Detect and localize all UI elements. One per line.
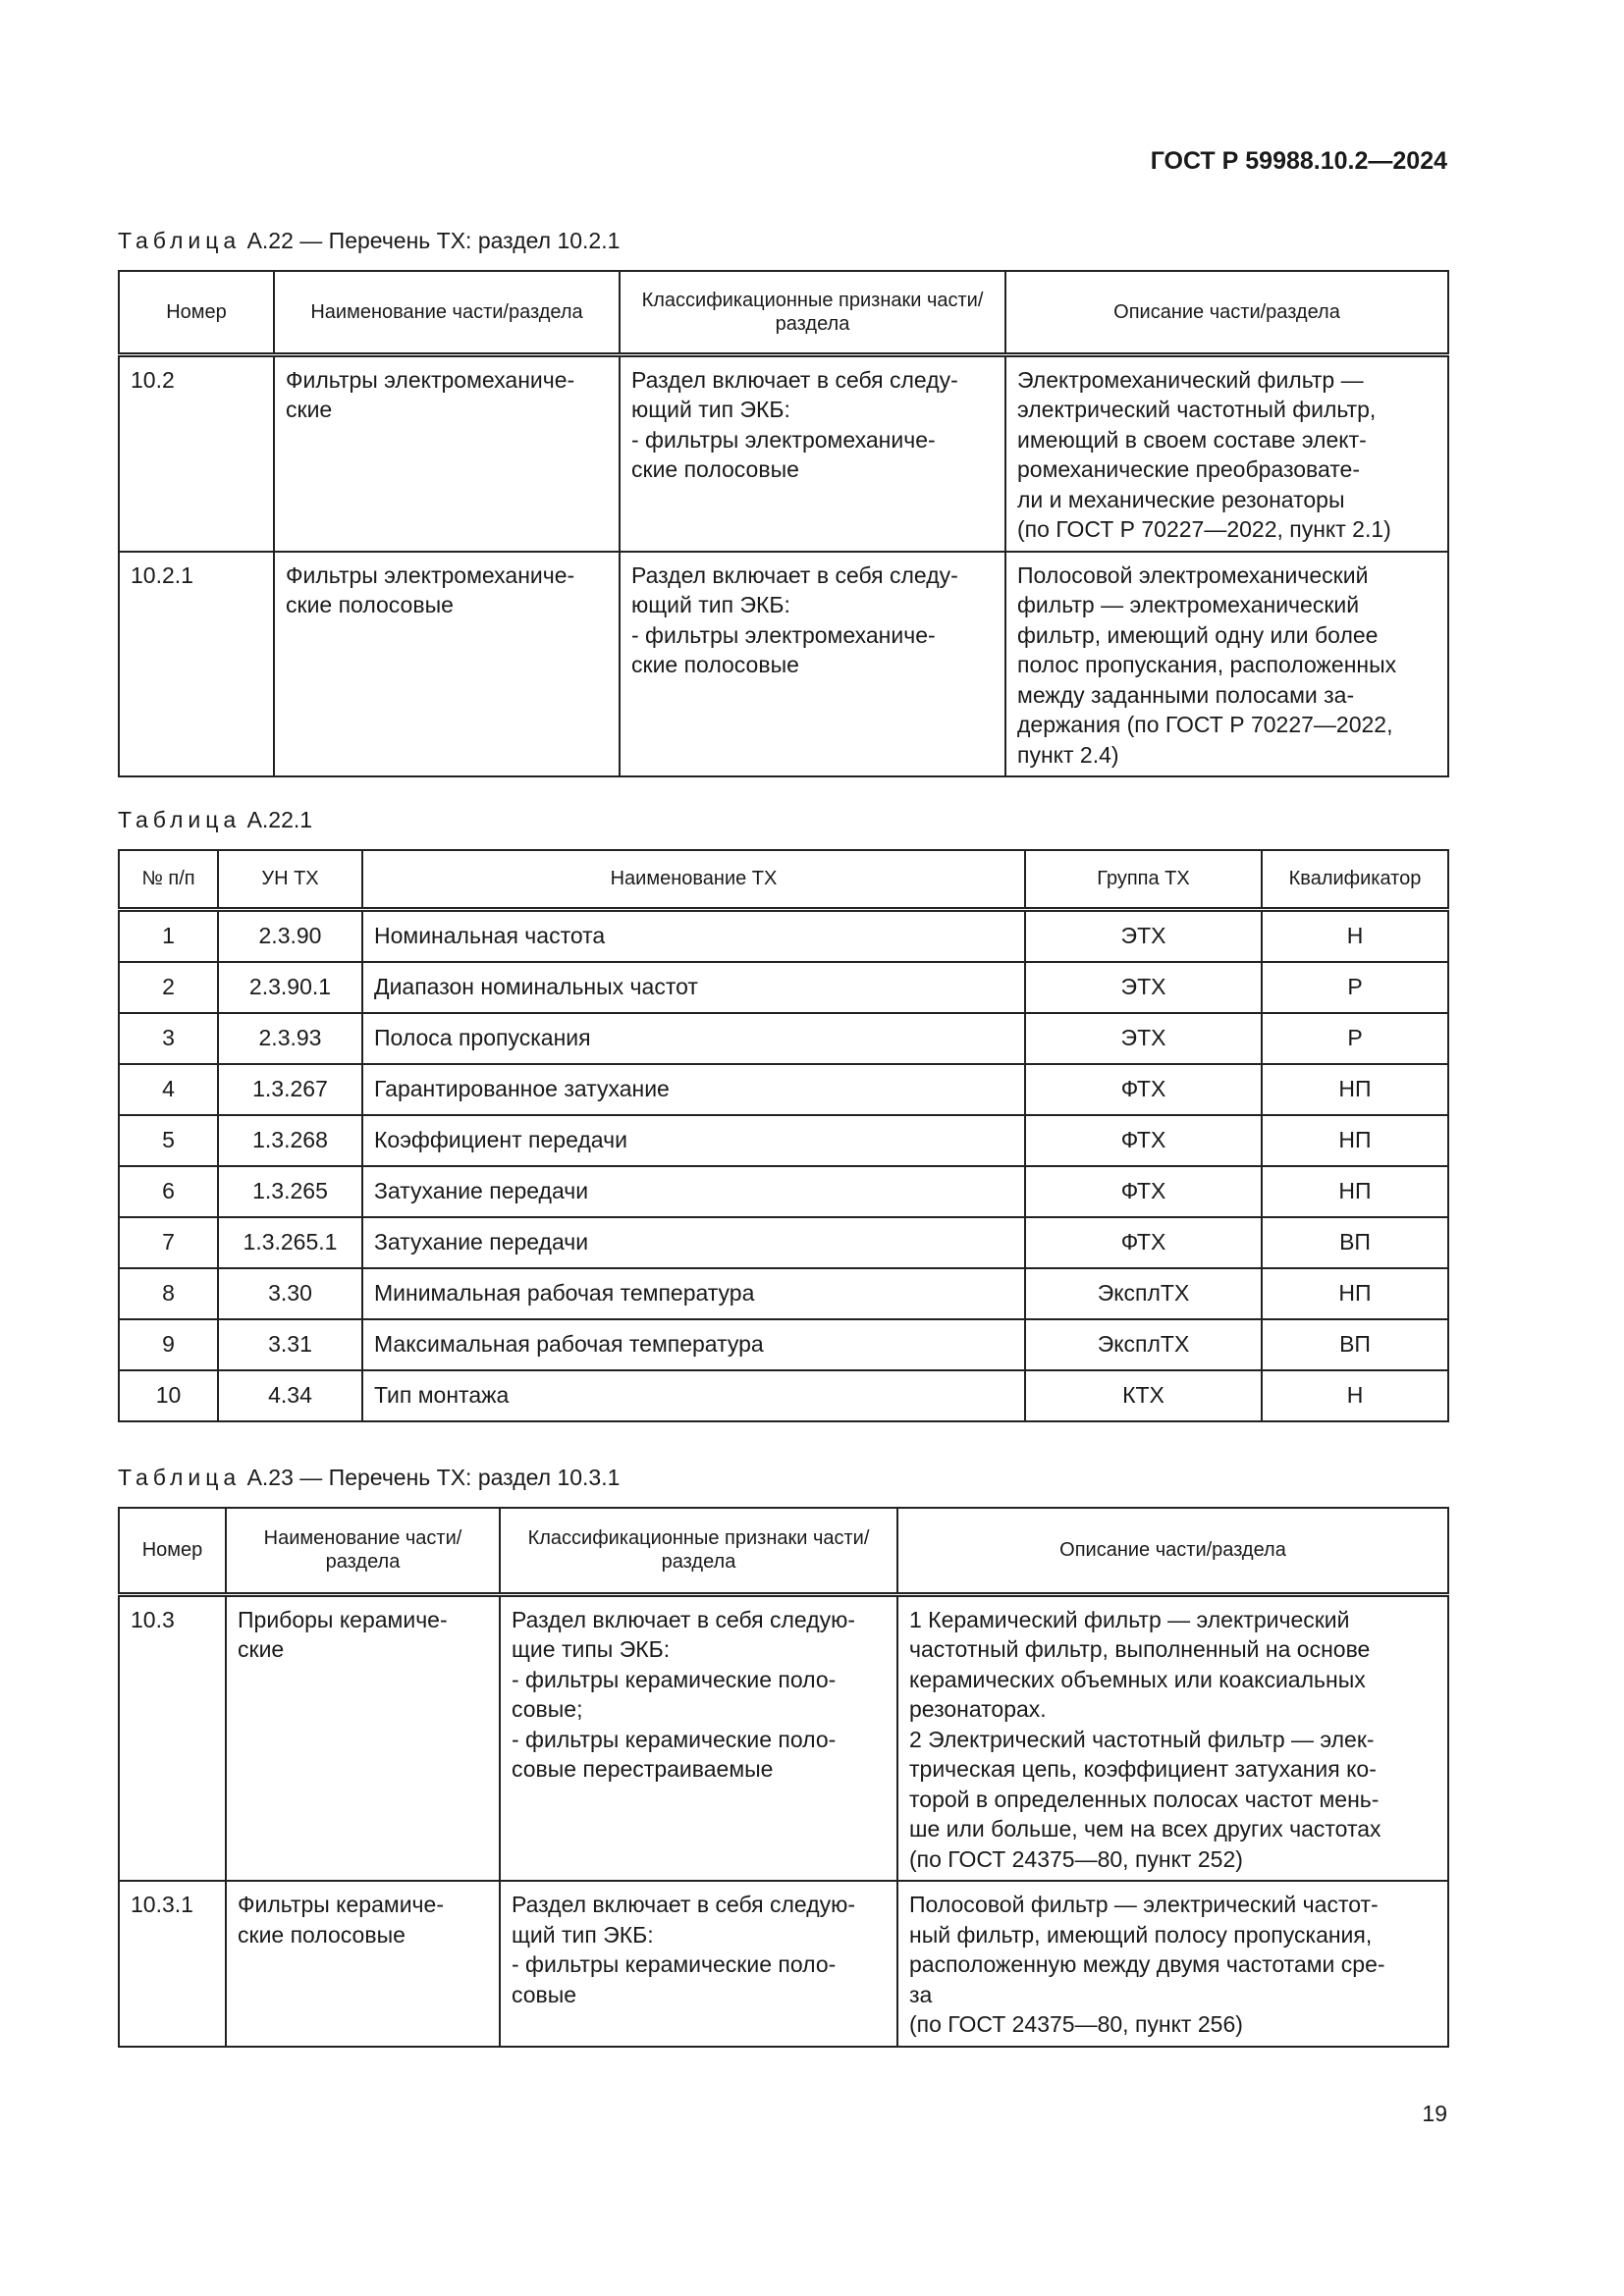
- cell-group: КТХ: [1025, 1370, 1262, 1421]
- cell-group: ФТХ: [1025, 1064, 1262, 1115]
- table-row: [119, 1319, 1448, 1370]
- table-row: [119, 1370, 1448, 1421]
- cell-desc: Электромеханический фильтр — электрический частотный фильтр, имеющий в своем составе элект- ромеханические преобразовате- ли и механические резонаторы (по ГОСТ Р 70227—2022, пункт 2.1): [1005, 354, 1448, 552]
- col-header-class: Классификационные признаки части/раздела: [620, 271, 1005, 354]
- cell-name: Фильтры электромеханиче- ские полосовые: [274, 552, 620, 777]
- col-header-index: № п/п: [119, 850, 218, 909]
- cell-index: 4: [119, 1064, 218, 1115]
- cell-group: ФТХ: [1025, 1115, 1262, 1166]
- cell-name: Фильтры электромеханиче- ские: [274, 354, 620, 552]
- col-header-number: Номер: [119, 271, 274, 354]
- cell-code: 3.30: [218, 1268, 362, 1319]
- cell-index: 10: [119, 1370, 218, 1421]
- cell-code: 1.3.267: [218, 1064, 362, 1115]
- table-row: [119, 1013, 1448, 1064]
- cell-index: 9: [119, 1319, 218, 1370]
- caption-text: А.22.1: [246, 807, 313, 832]
- cell-qualifier: Н: [1262, 909, 1448, 962]
- table-a23: [118, 1507, 1449, 2048]
- cell-class: Раздел включает в себя следую- щий тип ЭКБ: - фильтры керамические поло- совые: [500, 1881, 897, 2047]
- cell-qualifier: НП: [1262, 1166, 1448, 1217]
- cell-name: Затухание передачи: [362, 1166, 1025, 1217]
- cell-number: 10.2.1: [119, 552, 274, 777]
- col-header-name: Наименование части/раздела: [274, 271, 620, 354]
- cell-index: 8: [119, 1268, 218, 1319]
- col-header-name: Наименование части/ раздела: [226, 1508, 500, 1594]
- cell-index: 7: [119, 1217, 218, 1268]
- cell-name: Затухание передачи: [362, 1217, 1025, 1268]
- cell-qualifier: Р: [1262, 962, 1448, 1013]
- table-row: [119, 1881, 1448, 2047]
- page-number: 19: [1422, 2101, 1447, 2126]
- cell-group: ЭксплТХ: [1025, 1268, 1262, 1319]
- cell-index: 6: [119, 1166, 218, 1217]
- col-header-desc: Описание части/раздела: [1005, 271, 1448, 354]
- col-header-class: Классификационные признаки части/раздела: [500, 1508, 897, 1594]
- caption-text: А.23 — Перечень ТХ: раздел 10.3.1: [246, 1465, 621, 1490]
- table-row: [119, 909, 1448, 962]
- cell-desc: 1 Керамический фильтр — электрический частотный фильтр, выполненный на основе керамических объемных или коаксиальных резонаторах. 2 Электрический частотный фильтр — элек- трическая цепь, коэффициент затухания ко- торой в определенных полосах частот мень- ше или больше, чем на всех других частотах (по ГОСТ 24375—80, пункт 252): [897, 1594, 1448, 1881]
- table-row: [119, 1115, 1448, 1166]
- cell-name: Гарантированное затухание: [362, 1064, 1025, 1115]
- caption-label: Таблица: [118, 228, 242, 253]
- cell-name: Приборы керамиче- ские: [226, 1594, 500, 1881]
- cell-name: Тип монтажа: [362, 1370, 1025, 1421]
- cell-group: ЭТХ: [1025, 962, 1262, 1013]
- cell-qualifier: НП: [1262, 1115, 1448, 1166]
- cell-index: 3: [119, 1013, 218, 1064]
- cell-index: 5: [119, 1115, 218, 1166]
- table-row: [119, 1217, 1448, 1268]
- cell-name: Минимальная рабочая температура: [362, 1268, 1025, 1319]
- cell-group: ЭТХ: [1025, 909, 1262, 962]
- cell-code: 1.3.268: [218, 1115, 362, 1166]
- col-header-desc: Описание части/раздела: [897, 1508, 1448, 1594]
- cell-code: 1.3.265: [218, 1166, 362, 1217]
- cell-class: Раздел включает в себя следую- щие типы ЭКБ: - фильтры керамические поло- совые; - фильтры керамические поло- совые перестраиваемые: [500, 1594, 897, 1881]
- cell-code: 4.34: [218, 1370, 362, 1421]
- table-row: [119, 1268, 1448, 1319]
- cell-number: 10.3.1: [119, 1881, 226, 2047]
- cell-class: Раздел включает в себя следу- ющий тип ЭКБ: - фильтры электромеханиче- ские полосовые: [620, 552, 1005, 777]
- cell-code: 3.31: [218, 1319, 362, 1370]
- table-row: [119, 354, 1448, 552]
- cell-desc: Полосовой электромеханический фильтр — электромеханический фильтр, имеющий одну или более полос пропускания, расположенных между заданными полосами за- держания (по ГОСТ Р 70227—2022, пункт 2.4): [1005, 552, 1448, 777]
- cell-qualifier: НП: [1262, 1064, 1448, 1115]
- cell-code: 1.3.265.1: [218, 1217, 362, 1268]
- cell-name: Коэффициент передачи: [362, 1115, 1025, 1166]
- table-row: [119, 1594, 1448, 1881]
- table-a22-1-caption: [118, 807, 312, 833]
- col-header-qualifier: Квалификатор: [1262, 850, 1448, 909]
- cell-number: 10.3: [119, 1594, 226, 1881]
- cell-desc: Полосовой фильтр — электрический частот- ный фильтр, имеющий полосу пропускания, расположенную между двумя частотами сре- за (по ГОСТ 24375—80, пункт 256): [897, 1881, 1448, 2047]
- table-row: [119, 962, 1448, 1013]
- cell-name: Диапазон номинальных частот: [362, 962, 1025, 1013]
- cell-name: Полоса пропускания: [362, 1013, 1025, 1064]
- col-header-group: Группа ТХ: [1025, 850, 1262, 909]
- table-a23-caption: [118, 1465, 620, 1491]
- cell-name: Номинальная частота: [362, 909, 1025, 962]
- cell-group: ЭксплТХ: [1025, 1319, 1262, 1370]
- cell-name: Максимальная рабочая температура: [362, 1319, 1025, 1370]
- table-row: [119, 552, 1448, 777]
- cell-code: 2.3.90.1: [218, 962, 362, 1013]
- cell-group: ФТХ: [1025, 1166, 1262, 1217]
- table-a22-caption: [118, 228, 620, 254]
- cell-number: 10.2: [119, 354, 274, 552]
- cell-qualifier: НП: [1262, 1268, 1448, 1319]
- document-id: ГОСТ Р 59988.10.2—2024: [1150, 147, 1447, 175]
- cell-qualifier: ВП: [1262, 1217, 1448, 1268]
- table-row: [119, 1166, 1448, 1217]
- col-header-name: Наименование ТХ: [362, 850, 1025, 909]
- table-a22-1: [118, 849, 1449, 1422]
- cell-qualifier: ВП: [1262, 1319, 1448, 1370]
- table-a22: [118, 270, 1449, 777]
- col-header-number: Номер: [119, 1508, 226, 1594]
- col-header-code: УН ТХ: [218, 850, 362, 909]
- caption-text: А.22 — Перечень ТХ: раздел 10.2.1: [246, 228, 621, 253]
- cell-index: 2: [119, 962, 218, 1013]
- cell-qualifier: Н: [1262, 1370, 1448, 1421]
- cell-code: 2.3.93: [218, 1013, 362, 1064]
- caption-label: Таблица: [118, 807, 242, 832]
- cell-code: 2.3.90: [218, 909, 362, 962]
- cell-group: ЭТХ: [1025, 1013, 1262, 1064]
- cell-index: 1: [119, 909, 218, 962]
- cell-group: ФТХ: [1025, 1217, 1262, 1268]
- table-row: [119, 1064, 1448, 1115]
- cell-class: Раздел включает в себя следу- ющий тип ЭКБ: - фильтры электромеханиче- ские полосовые: [620, 354, 1005, 552]
- cell-qualifier: Р: [1262, 1013, 1448, 1064]
- cell-name: Фильтры керамиче- ские полосовые: [226, 1881, 500, 2047]
- caption-label: Таблица: [118, 1465, 242, 1490]
